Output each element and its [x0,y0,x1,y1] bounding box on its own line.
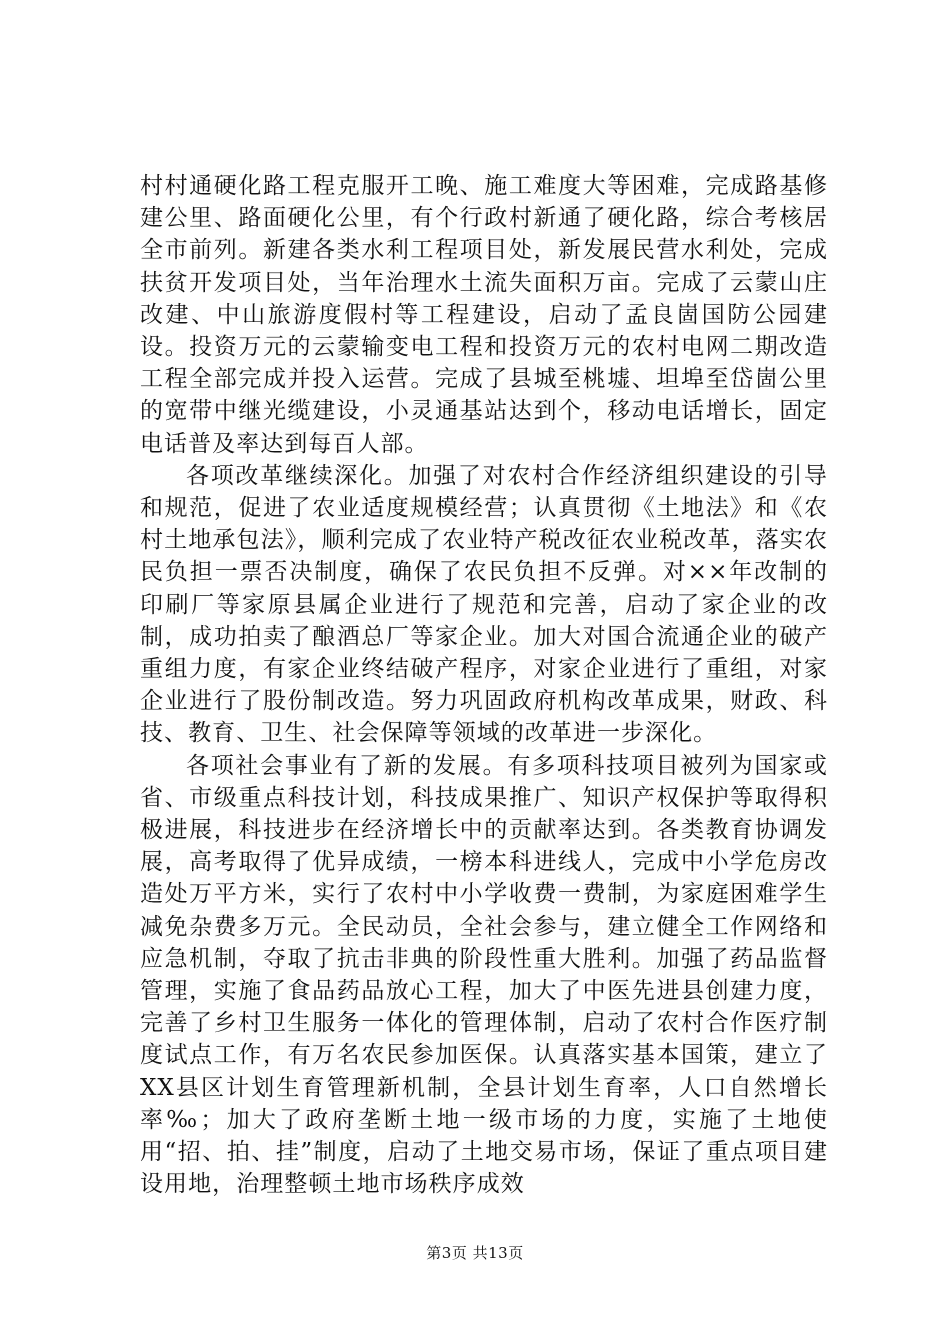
paragraph-social-affairs: 各项社会事业有了新的发展。有多项科技项目被列为国家或省、市级重点科技计划，科技成果推广、知识产权保护等取得积极进展，科技进步在经济增长中的贡献率达到。各类教育协调发展，高考取得了优异成绩，一榜本科进线人，完成中小学危房改造处万平方米，实行了农村中小学收费一费制，为家庭困难学生减免杂费多万元。全民动员，全社会参与，建立健全工作网络和应急机制，夺取了抗击非典的阶段性重大胜利。加强了药品监督管理，实施了食品药品放心工程，加大了中医先进县创建力度，完善了乡村卫生服务一体化的管理体制，启动了农村合作医疗制度试点工作，有万名农民参加医保。认真落实基本国策，建立了XX县区计划生育管理新机制，全县计划生育率，人口自然增长率‰；加大了政府垄断土地一级市场的力度，实施了土地使用“招、拍、挂”制度，启动了土地交易市场，保证了重点项目建设用地，治理整顿土地市场秩序成效 [140,752,828,1198]
paragraph-reform: 各项改革继续深化。加强了对农村合作经济组织建设的引导和规范，促进了农业适度规模经营；认真贯彻《土地法》和《农村土地承包法》，顺利完成了农业特产税改征农业税改革，落实农民负担一票否决制度，确保了农民负担不反弹。对××年改制的印刷厂等家原县属企业进行了规范和完善，启动了家企业的改制，成功拍卖了酿酒总厂等家企业。加大对国合流通企业的破产重组力度，有家企业终结破产程序，对家企业进行了重组，对家企业进行了股份制改造。努力巩固政府机构改革成果，财政、科技、教育、卫生、社会保障等领域的改革进一步深化。 [140,462,828,747]
document-body [140,170,828,1201]
paragraph-continued: 村村通硬化路工程克服开工晚、施工难度大等困难，完成路基修建公里、路面硬化公里，有个行政村新通了硬化路，综合考核居全市前列。新建各类水利工程项目处，新发展民营水利处，完成扶贫开发项目处，当年治理水土流失面积万亩。完成了云蒙山庄改建、中山旅游度假村等工程建设，启动了孟良崮国防公园建设。投资万元的云蒙输变电工程和投资万元的农村电网二期改造工程全部完成并投入运营。完成了县城至桃墟、坦埠至岱崮公里的宽带中继光缆建设，小灵通基站达到个，移动电话增长，固定电话普及率达到每百人部。 [140,173,828,457]
page-number-footer: 第3页 共13页 [426,1244,524,1262]
